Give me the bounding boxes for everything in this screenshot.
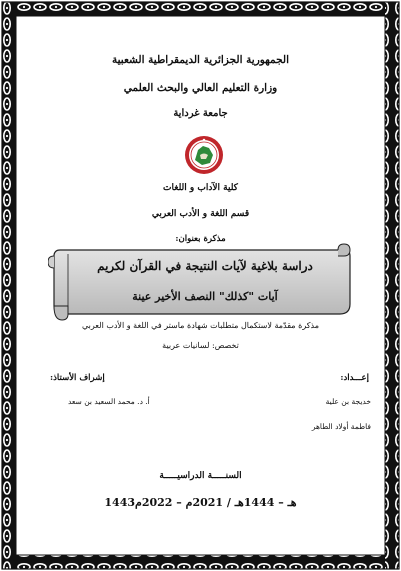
university-name: جامعة غرداية — [173, 108, 228, 119]
faculty-name: كلية الآداب و اللغات — [163, 183, 238, 193]
supervisor-name: أ. د. محمد السعيد بن سعد — [68, 397, 150, 406]
thesis-subtitle: آيات "كذلك" النصف الأخير عينة — [132, 290, 278, 303]
degree-note: مذكرة مقدّمة لاستكمال متطلبات شهادة ماستر في اللغة و الأدب العربي — [81, 321, 320, 330]
memo-label: مذكرة بعنوان: — [175, 234, 226, 244]
republic-name: الجمهورية الجزائرية الديمقراطية الشعبية — [111, 54, 289, 66]
thesis-title: دراسة بلاغية لآيات النتيجة في القرآن لكريم — [97, 259, 313, 273]
title-page — [20, 20, 381, 551]
preparation-label: إعـــداد: — [340, 373, 369, 383]
academic-year-value: 1443هـ – 1444هـ / 2021م – 2022م — [104, 496, 297, 509]
specialty: تخصص: لسانيات عربية — [162, 341, 239, 350]
student-name: خديجة بن علية — [325, 397, 371, 406]
title-scroll-banner — [48, 242, 354, 322]
university-logo-icon — [184, 133, 224, 177]
academic-year-label: السنـــــة الدراسيـــــة — [159, 471, 242, 481]
supervision-label: إشراف الأستاذ: — [50, 373, 105, 383]
student-name: فاطمة أولاد الطاهر — [311, 422, 371, 431]
department-name: قسم اللغة و الأدب العربي — [151, 209, 250, 219]
ministry-name: وزارة التعليم العالي والبحث العلمي — [123, 82, 278, 94]
